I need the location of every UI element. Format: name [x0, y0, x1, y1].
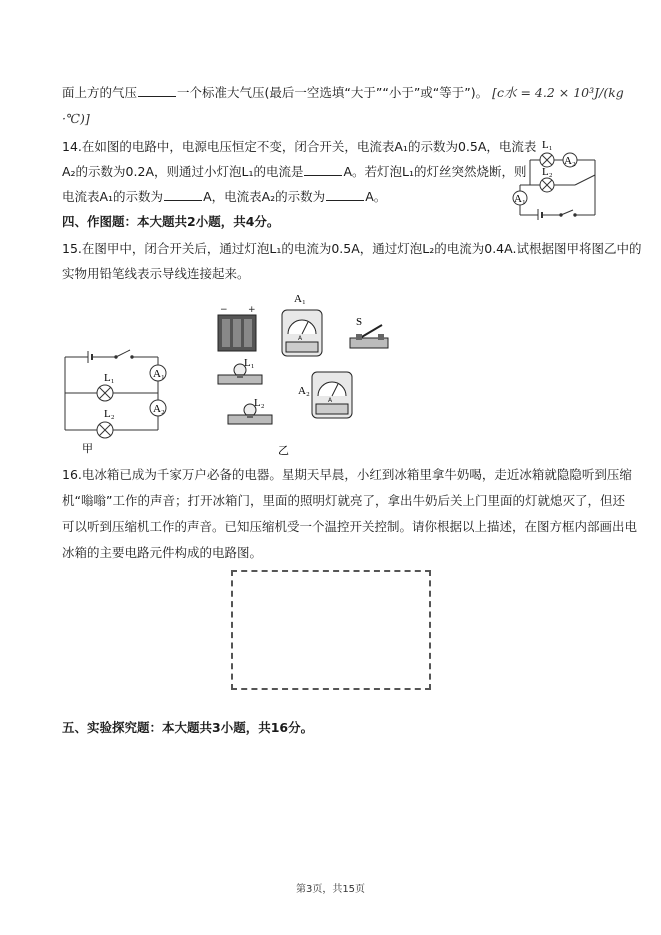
- q13-text-b: 一个标准大气压(最后一空选填“大于”“小于”或“等于”)。: [177, 85, 489, 100]
- q15-circuit-yi: [210, 290, 410, 460]
- lamp-l1-icon: [218, 364, 262, 384]
- lamp-l2-icon: [228, 404, 272, 424]
- svg-text:A: A: [328, 397, 333, 404]
- q14-label-l2: L₂: [542, 166, 553, 178]
- answer-blank[interactable]: [138, 84, 176, 97]
- q15-line1: 15.在图甲中，闭合开关后，通过灯泡L₁的电流为0.5A，通过灯泡L₂的电流为0.4A.试根据图甲将图乙中的: [62, 241, 642, 256]
- q14-text: 电流表A₁的示数为: [62, 189, 164, 204]
- yi-label-a2: A₂: [298, 385, 310, 397]
- drawing-answer-box[interactable]: [231, 570, 431, 690]
- answer-blank[interactable]: [164, 188, 202, 201]
- answer-blank[interactable]: [304, 163, 342, 176]
- jia-label-a2: A₂: [153, 403, 165, 415]
- yi-label-a1: A₁: [294, 293, 306, 305]
- q14-circuit-diagram: [505, 135, 605, 220]
- q13-text-a: 面上方的气压: [62, 85, 138, 100]
- q14-line1: 14.在如图的电路中，电源电压恒定不变，闭合开关，电流表A₁的示数为0.5A，电流表: [62, 139, 537, 154]
- yi-label-s: S: [356, 316, 363, 328]
- q14-label-l1: L₁: [542, 139, 553, 151]
- q14-label-a1: A₁: [514, 193, 526, 205]
- jia-caption: 甲: [82, 443, 93, 455]
- jia-label-l2: L₂: [104, 408, 115, 420]
- section5-title: 五、实验探究题：本大题共3小题，共16分。: [62, 720, 314, 735]
- q13-line2: ·℃)]: [62, 111, 90, 126]
- yi-caption: 乙: [278, 445, 289, 457]
- yi-label-l1: L₁: [244, 357, 255, 369]
- q14-line3: [62, 188, 386, 206]
- switch-icon: [350, 325, 388, 348]
- ammeter-a2-icon: [312, 372, 352, 418]
- q14-line2: [62, 163, 527, 181]
- svg-text:−: −: [220, 305, 228, 315]
- q16-line4: 冰箱的主要电路元件构成的电路图。: [62, 545, 263, 560]
- q13-line1: [62, 84, 624, 102]
- jia-label-a1: A₁: [153, 368, 165, 380]
- q14-text: A₂的示数为0.2A，则通过小灯泡L₁的电流是: [62, 164, 304, 179]
- q16-line3: 可以听到压缩机工作的声音。已知压缩机受一个温控开关控制。请你根据以上描述，在图方框内部画出电: [62, 519, 638, 534]
- q14-text: A。: [365, 189, 387, 204]
- q14-label-a2: A₂: [564, 155, 576, 167]
- jia-label-l1: L₁: [104, 372, 115, 384]
- ammeter-a1-icon: [282, 310, 322, 356]
- q16-line1: 16.电冰箱已成为千家万户必备的电器。星期天早晨，小红到冰箱里拿牛奶喝，走近冰箱就隐隐听到压缩: [62, 467, 632, 482]
- q15-line2: 实物用铅笔线表示导线连接起来。: [62, 266, 250, 281]
- q13-formula: [c水 = 4.2 × 10³J/(kg: [492, 85, 624, 100]
- section4-title: 四、作图题：本大题共2小题，共4分。: [62, 214, 280, 229]
- q15-circuit-jia: [60, 345, 180, 455]
- page-footer: 第3页，共15页: [295, 884, 366, 895]
- battery-pack-icon: [218, 305, 256, 351]
- yi-label-l2: L₂: [254, 397, 265, 409]
- svg-text:+: +: [248, 305, 256, 315]
- q14-text: A。若灯泡L₁的灯丝突然烧断，则: [343, 164, 527, 179]
- q14-text: A，电流表A₂的示数为: [203, 189, 326, 204]
- answer-blank[interactable]: [326, 188, 364, 201]
- q16-line2: 机“嗡嗡”工作的声音；打开冰箱门，里面的照明灯就亮了，拿出牛奶后关上门里面的灯就熄灭了，但还: [62, 493, 625, 508]
- svg-text:A: A: [298, 335, 303, 342]
